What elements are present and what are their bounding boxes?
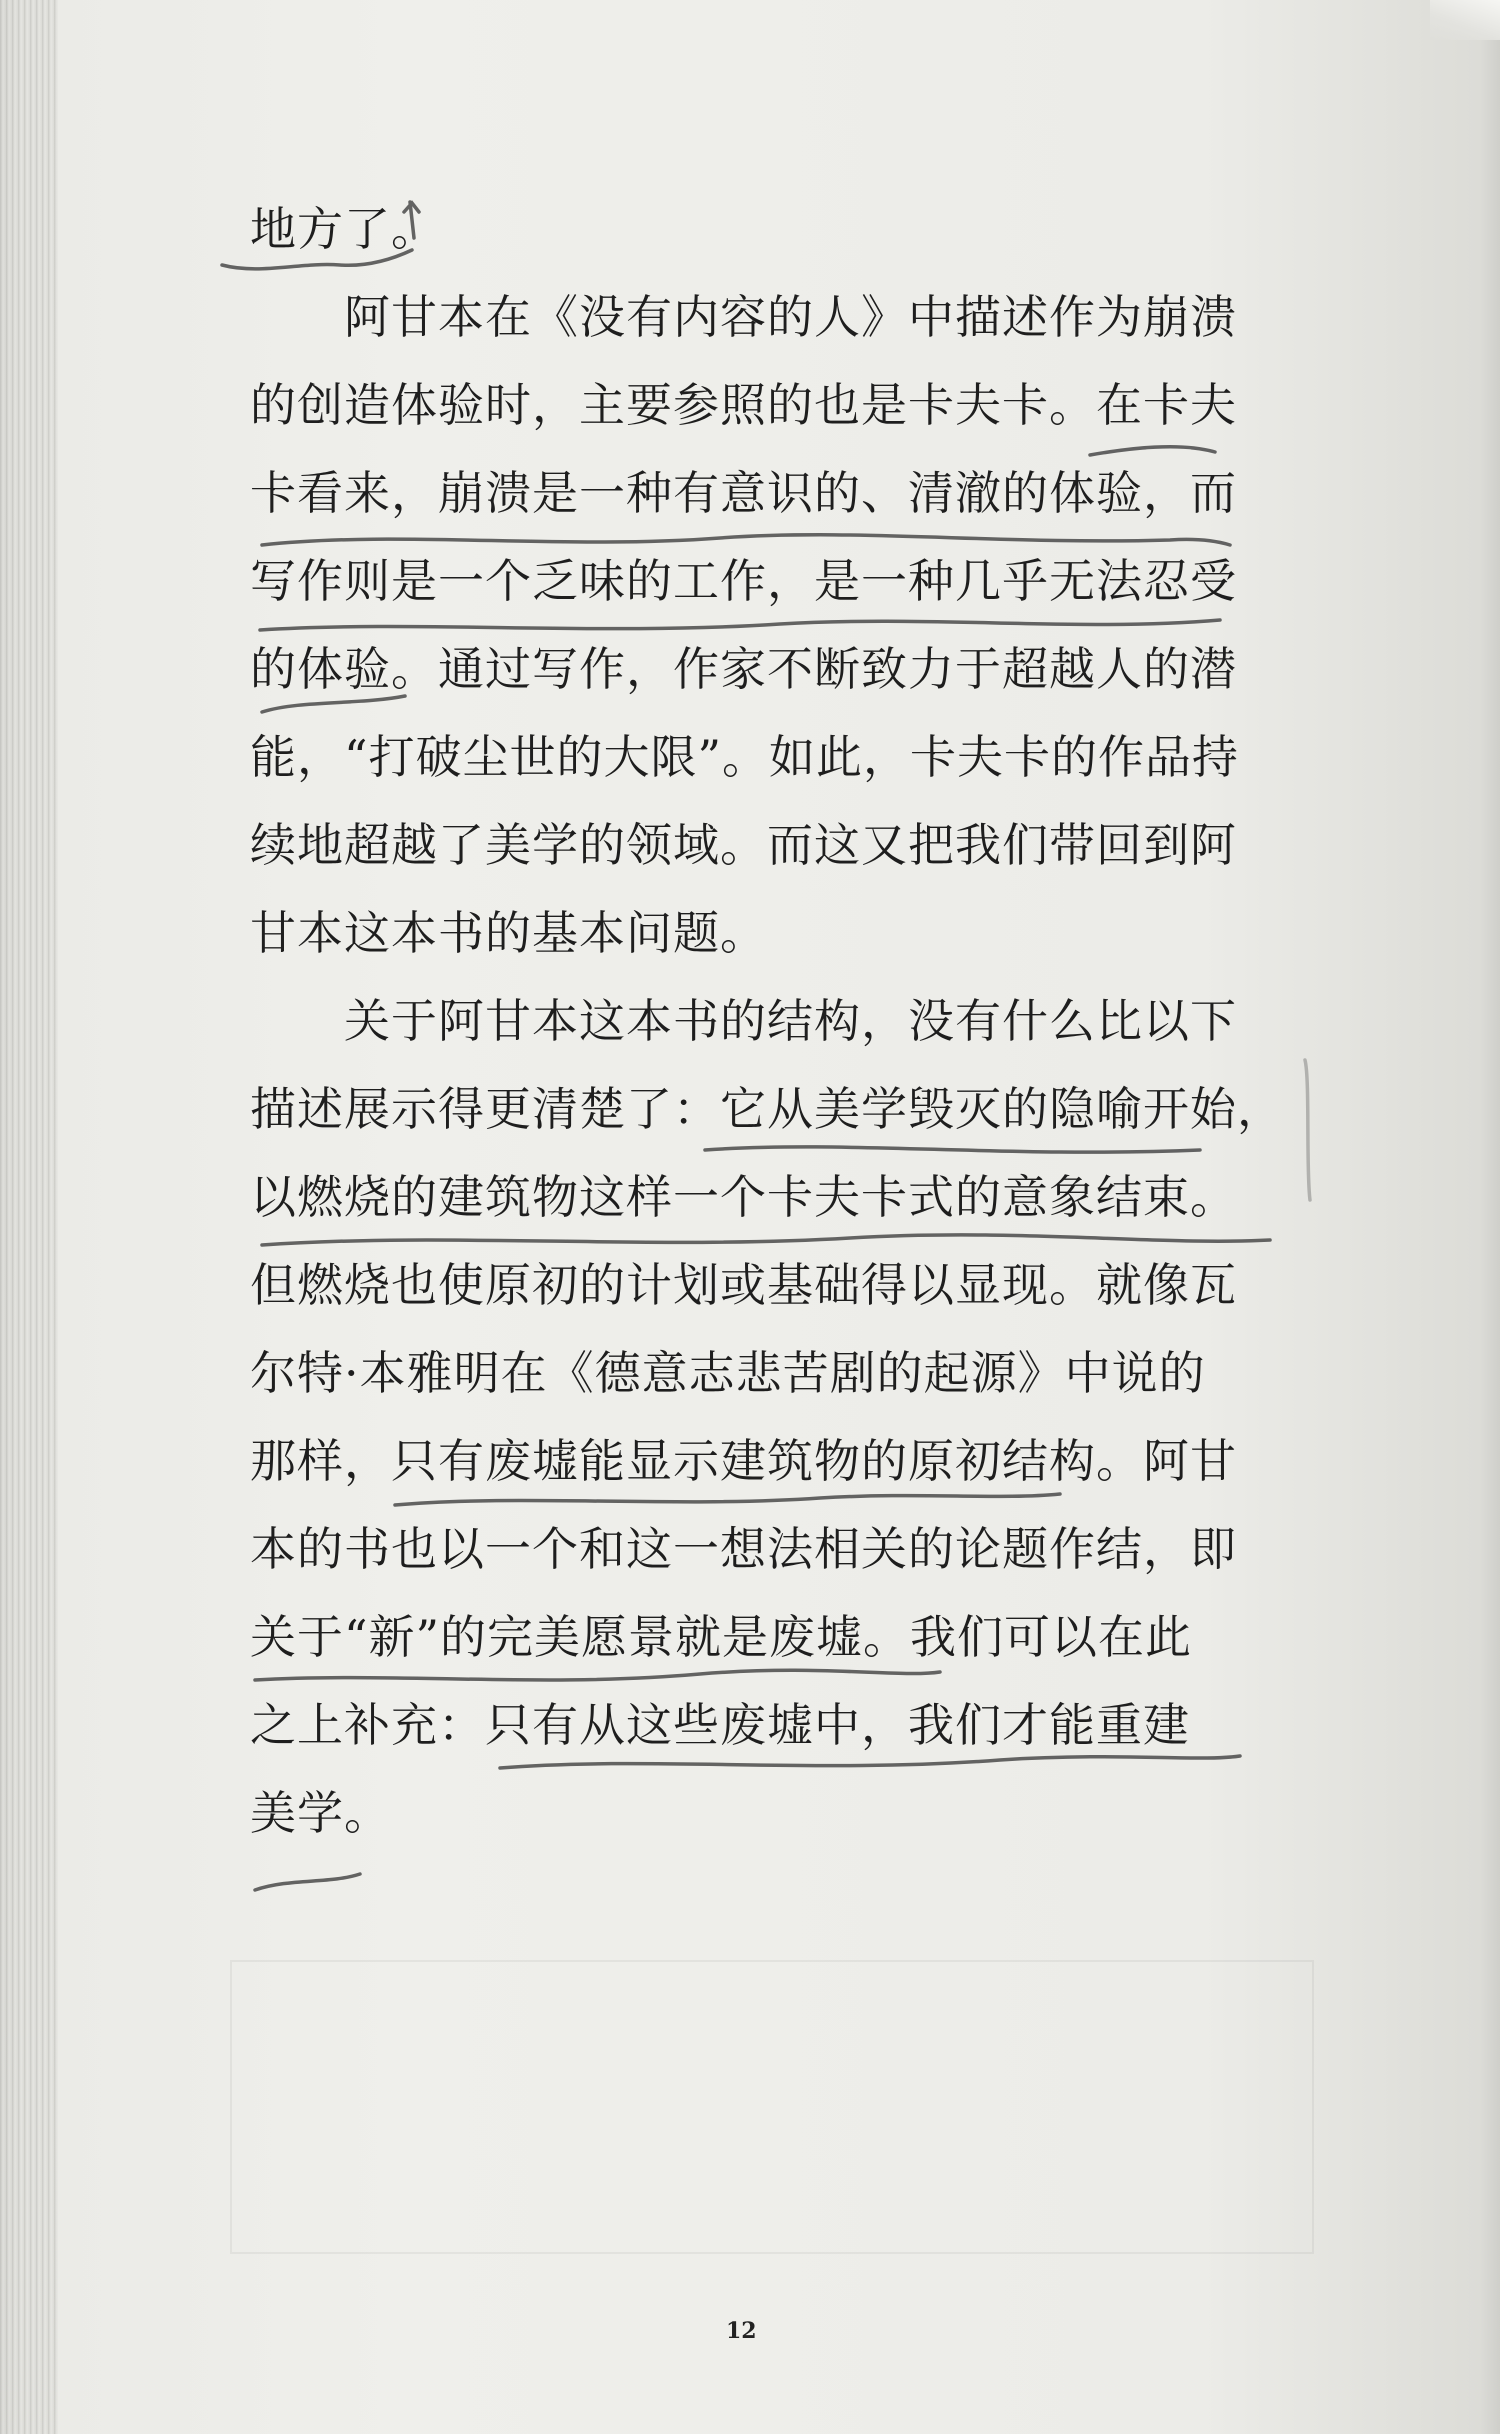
pencil-bracket [1305,1060,1310,1200]
text-line: 地方了。 [250,202,438,256]
pencil-underline [262,1235,1270,1245]
text-line: 的创造体验时，主要参照的也是卡夫卡。在卡夫 [250,378,1237,432]
pencil-tick-mark [404,202,419,238]
text-line: 之上补充：只有从这些废墟中，我们才能重建 [250,1698,1190,1752]
pencil-underline [500,1756,1240,1768]
text-line: 尔特·本雅明在《德意志悲苦剧的起源》中说的 [250,1346,1206,1400]
text-line: 能，“打破尘世的大限”。如此，卡夫卡的作品持 [250,730,1240,784]
text-line: 续地超越了美学的领域。而这又把我们带回到阿 [250,818,1237,872]
text-line: 但燃烧也使原初的计划或基础得以显现。就像瓦 [250,1258,1237,1312]
text-line: 写作则是一个乏味的工作，是一种几乎无法忍受 [250,554,1237,608]
page-number: 12 [726,2318,757,2344]
pencil-underline [260,620,1220,630]
pencil-underline [255,1670,940,1680]
pencil-underline [222,250,412,269]
text-line: 阿甘本在《没有内容的人》中描述作为崩溃 [344,290,1237,344]
text-line: 以燃烧的建筑物这样一个卡夫卡式的意象结束。 [250,1170,1237,1224]
pencil-underline [705,1147,1200,1152]
text-line: 关于阿甘本这本书的结构，没有什么比以下 [344,994,1237,1048]
text-line: 甘本这本书的基本问题。 [250,906,767,960]
text-line: 本的书也以一个和这一想法相关的论题作结，即 [250,1522,1237,1576]
pencil-underline [262,535,1230,545]
text-line: 的体验。通过写作，作家不断致力于超越人的潜 [250,642,1237,696]
pencil-underline [1090,447,1215,455]
text-line: 关于“新”的完美愿景就是废墟。我们可以在此 [250,1610,1193,1664]
pencil-underline [262,696,405,712]
text-line: 描述展示得更清楚了：它从美学毁灭的隐喻开始， [250,1082,1284,1136]
text-line: 那样，只有废墟能显示建筑物的原初结构。阿甘 [250,1434,1237,1488]
text-line: 卡看来，崩溃是一种有意识的、清澈的体验，而 [250,466,1237,520]
pencil-underline [395,1494,1060,1505]
text-line: 美学。 [250,1786,391,1840]
pencil-underline [255,1874,360,1890]
